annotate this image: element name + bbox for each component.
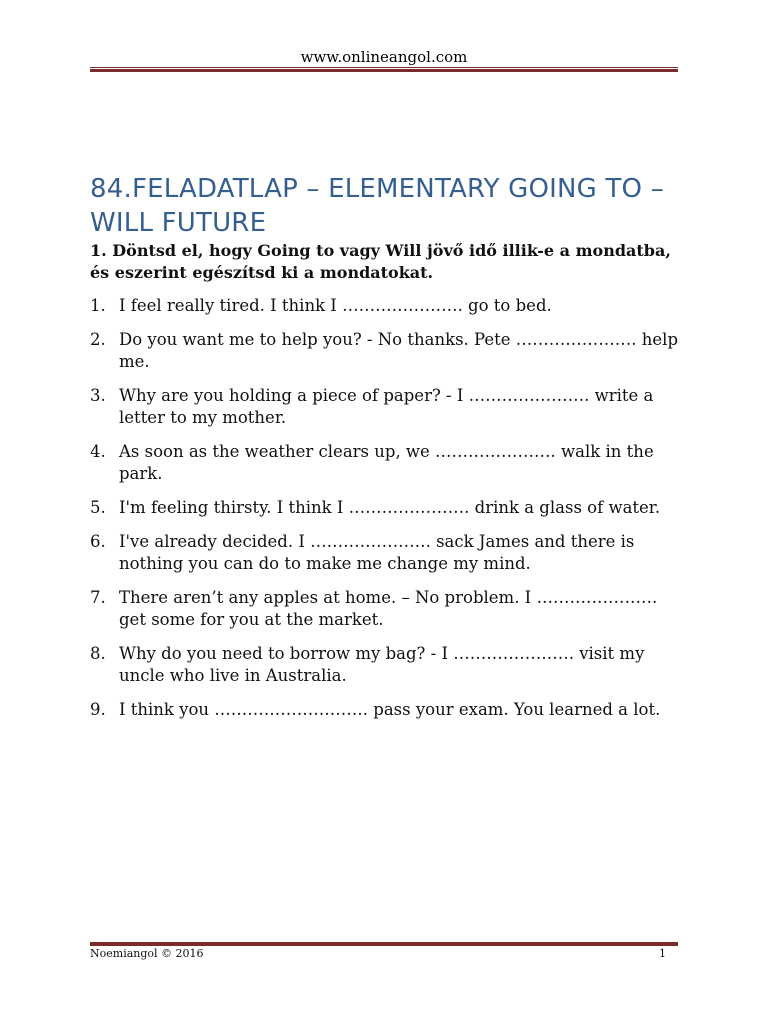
item-sentence: Why are you holding a piece of paper? - I …………………. write a letter to my mother.	[119, 386, 654, 427]
exercise-item	[90, 531, 680, 575]
item-number: 3.	[90, 386, 106, 405]
footer-divider	[90, 941, 678, 946]
exercise-item	[90, 295, 680, 317]
item-sentence: As soon as the weather clears up, we …………………. walk in the park.	[119, 442, 654, 483]
exercise-item	[90, 643, 680, 687]
exercise-item	[90, 699, 680, 721]
footer-copyright: Noemiangol © 2016	[90, 947, 204, 960]
exercise-item	[90, 441, 680, 485]
item-number: 6.	[90, 532, 106, 551]
exercise-item	[90, 587, 680, 631]
item-number: 5.	[90, 498, 106, 517]
item-number: 7.	[90, 588, 106, 607]
item-number: 8.	[90, 644, 106, 663]
item-number: 9.	[90, 700, 106, 719]
page-number: 1	[659, 947, 666, 960]
worksheet-title: 84.FELADATLAP – ELEMENTARY GOING TO – WILL FUTURE	[90, 174, 664, 238]
header-url: www.onlineangol.com	[300, 48, 468, 66]
item-number: 4.	[90, 442, 106, 461]
header-divider	[90, 67, 678, 72]
item-number: 2.	[90, 330, 106, 349]
item-sentence: Why do you need to borrow my bag? - I …………………. visit my uncle who live in Australia.	[119, 644, 645, 685]
exercise-item	[90, 497, 680, 519]
exercise-item	[90, 329, 680, 373]
exercise-item	[90, 385, 680, 429]
item-number: 1.	[90, 296, 106, 315]
exercise-list	[90, 295, 680, 733]
item-sentence: I feel really tired. I think I …………………. go to bed.	[119, 296, 552, 315]
item-sentence: Do you want me to help you? - No thanks. Pete …………………. help me.	[119, 330, 679, 371]
exercise-instruction: 1. Döntsd el, hogy Going to vagy Will jövő idő illik-e a mondatba, és eszerint egészítsd ki a mondatokat.	[90, 241, 671, 282]
item-sentence: There aren’t any apples at home. – No problem. I …………………. get some for you at the market.	[119, 588, 658, 629]
item-sentence: I've already decided. I …………………. sack James and there is nothing you can do to make me change my mind.	[119, 532, 635, 573]
item-sentence: I'm feeling thirsty. I think I …………………. drink a glass of water.	[119, 498, 661, 517]
item-sentence: I think you ………………………. pass your exam. You learned a lot.	[119, 700, 661, 719]
